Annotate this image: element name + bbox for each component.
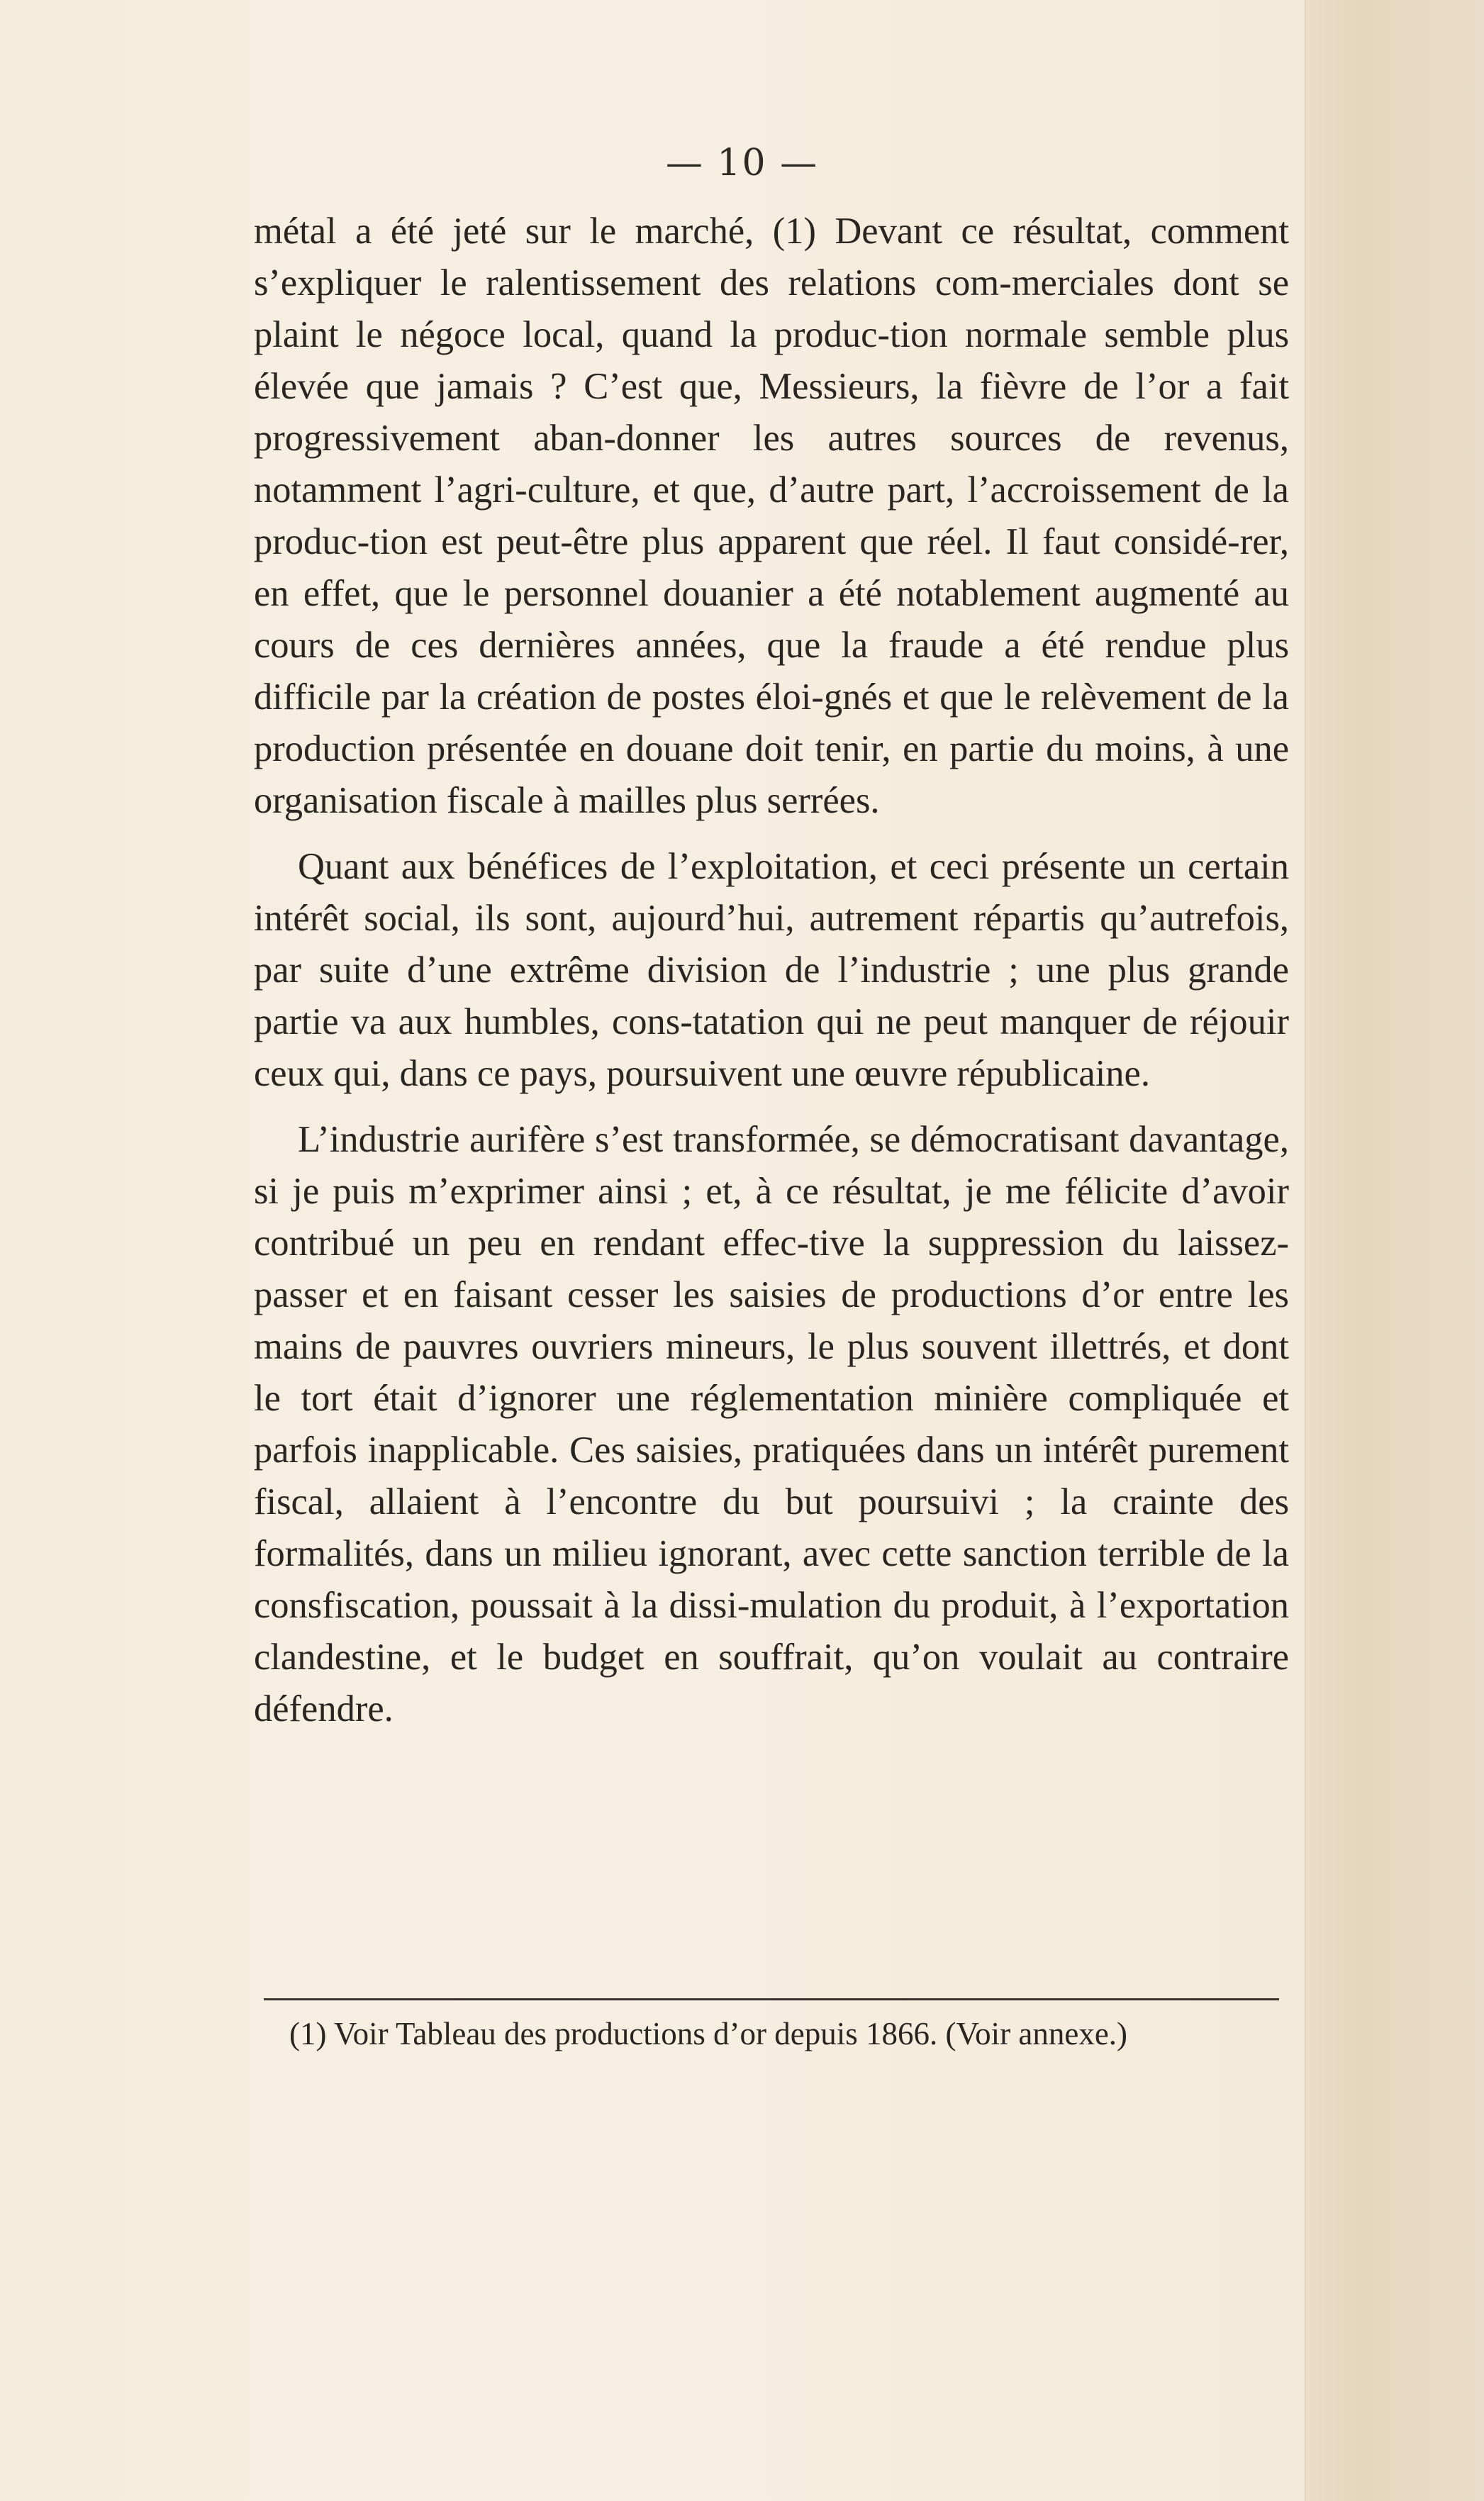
paragraph-3: L’industrie aurifère s’est transformée, se démocratisant davantage, si je puis m’exprimer ainsi ; et, à ce résultat, je me félicite d’avoir contribué un peu en rendant effec-tive la suppression du laissez-passer et en faisant cesser les saisies de productions d’or entre les mains de pauvres ouvriers mineurs, le plus souvent illettrés, et dont le tort était d’ignorer une réglementation minière compliquée et parfois inapplicable. Ces saisies, pratiquées dans un intérêt purement fiscal, allaient à l’encontre du but poursuivi ; la crainte des formalités, dans un milieu ignorant, avec cette sanction terrible de la consfiscation, poussait à la dissi-mulation du produit, à l’exportation clandestine, et le budget en souffrait, qu’on voulait au contraire défendre. — [254, 1119, 1289, 1729]
footnote: (1) Voir Tableau des productions d’or depuis 1866. (Voir annexe.) — [289, 2016, 1128, 2051]
page-number: — 10 — — [665, 142, 819, 184]
paragraph-2: Quant aux bénéfices de l’exploitation, et ceci présente un certain intérêt social, ils sont, aujourd’hui, autrement répartis qu’autrefois, par suite d’une extrême division de l’industrie ; une plus grande partie va aux humbles, cons-tatation qui ne peut manquer de réjouir ceux qui, dans ce pays, poursuivent une œuvre républicaine. — [254, 846, 1289, 1094]
page-edge — [1305, 0, 1484, 2501]
footnote-rule — [264, 1998, 1279, 2000]
body-text — [254, 206, 1289, 1749]
paragraph-1: métal a été jeté sur le marché, (1) Devant ce résultat, comment s’expliquer le ralentissement des relations com-merciales dont se plaint le négoce local, quand la produc-tion normale semble plus élevée que jamais ? C’est que, Messieurs, la fièvre de l’or a fait progressivement aban-donner les autres sources de revenus, notamment l’agri-culture, et que, d’autre part, l’accroissement de la produc-tion est peut-être plus apparent que réel. Il faut considé-rer, en effet, que le personnel douanier a été notablement augmenté au cours de ces dernières années, que la fraude a été rendue plus difficile par la création de postes éloi-gnés et que le relèvement de la production présentée en douane doit tenir, en partie du moins, à une organisation fiscale à mailles plus serrées. — [254, 211, 1289, 821]
